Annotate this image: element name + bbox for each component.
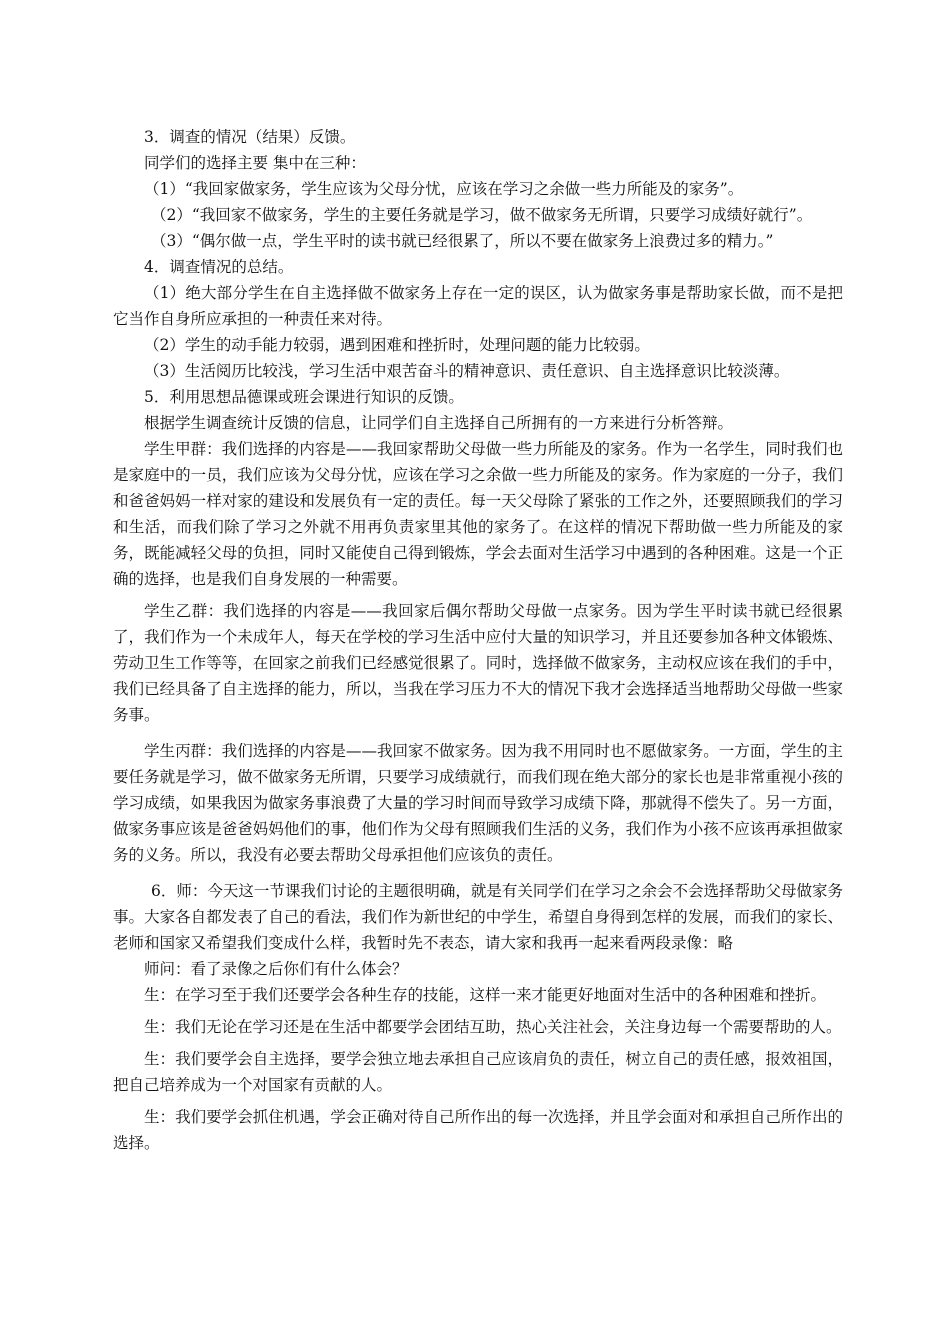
list-item: （2）学生的动手能力较弱，遇到困难和挫折时，处理问题的能力比较弱。 <box>144 336 650 354</box>
section-heading-6: 6．师：今天这一节课我们讨论的主题很明确，就是有关同学们在学习之余会不会选择帮助父母做家务事。大家各自都发表了自己的看法，我们作为新世纪的中学生，希望自身得到怎样的发展，而我们的家长、老师和国家又希望我们变成什么样，我暂时先不表态，请大家和我再一起来看两段录像：略 <box>113 882 843 952</box>
student-answer: 生：在学习至于我们还要学会各种生存的技能，这样一来才能更好地面对生活中的各种困难和挫折。 <box>144 986 827 1004</box>
section-heading-5: 5．利用思想品德课或班会课进行知识的反馈。 <box>144 388 464 406</box>
teacher-question: 师问：看了录像之后你们有什么体会？ <box>144 960 408 978</box>
list-item: （3）生活阅历比较浅，学习生活中艰苦奋斗的精神意识、责任意识、自主选择意识比较淡薄。 <box>144 362 790 380</box>
section-heading-3: 3．调查的情况（结果）反馈。 <box>144 128 356 146</box>
student-answer: 生：我们无论在学习还是在生活中都要学会团结互助，热心关注社会，关注身边每一个需要帮助的人。 <box>144 1018 842 1036</box>
section-heading-4: 4．调查情况的总结。 <box>144 258 294 276</box>
paragraph: 同学们的选择主要 集中在三种： <box>144 154 366 172</box>
list-item: （1）绝大部分学生在自主选择做不做家务上存在一定的误区，认为做家务事是帮助家长做，而不是把它当作自身所应承担的一种责任来对待。 <box>113 284 843 328</box>
paragraph-group-b: 学生乙群：我们选择的内容是——我回家后偶尔帮助父母做一点家务。因为学生平时读书就已经很累了，我们作为一个未成年人，每天在学校的学习生活中应付大量的知识学习，并且还要参加各种文体锻炼、劳动卫生工作等等，在回家之前我们已经感觉很累了。同时，选择做不做家务，主动权应该在我们的手中，我们已经具备了自主选择的能力，所以，当我在学习压力不大的情况下我才会选择适当地帮助父母做一些家务事。 <box>113 602 843 724</box>
list-item: （1）“我回家做家务，学生应该为父母分忧，应该在学习之余做一些力所能及的家务”。 <box>144 180 744 198</box>
list-item: （2）“我回家不做家务，学生的主要任务就是学习，做不做家务无所谓，只要学习成绩好就行”。 <box>151 206 813 224</box>
paragraph-group-a: 学生甲群：我们选择的内容是——我回家帮助父母做一些力所能及的家务。作为一名学生，同时我们也是家庭中的一员，我们应该为父母分忧，应该在学习之余做一些力所能及的家务。作为家庭的一分子，我们和爸爸妈妈一样对家的建设和发展负有一定的责任。每一天父母除了紧张的工作之外，还要照顾我们的学习和生活，而我们除了学习之外就不用再负责家里其他的家务了。在这样的情况下帮助做一些力所能及的家务，既能减轻父母的负担，同时又能使自己得到锻炼，学会去面对生活学习中遇到的各种困难。这是一个正确的选择，也是我们自身发展的一种需要。 <box>113 440 843 588</box>
document-body <box>113 124 843 1156</box>
student-answer: 生：我们要学会抓住机遇，学会正确对待自己所作出的每一次选择，并且学会面对和承担自己所作出的选择。 <box>113 1108 843 1152</box>
paragraph-group-c: 学生丙群：我们选择的内容是——我回家不做家务。因为我不用同时也不愿做家务。一方面，学生的主要任务就是学习，做不做家务无所谓，只要学习成绩就行，而我们现在绝大部分的家长也是非常重视小孩的学习成绩，如果我因为做家务事浪费了大量的学习时间而导致学习成绩下降，那就得不偿失了。另一方面，做家务事应该是爸爸妈妈他们的事，他们作为父母有照顾我们生活的义务，我们作为小孩不应该再承担做家务的义务。所以，我没有必要去帮助父母承担他们应该负的责任。 <box>113 742 843 864</box>
student-answer: 生：我们要学会自主选择，要学会独立地去承担自己应该肩负的责任，树立自己的责任感，报效祖国，把自己培养成为一个对国家有贡献的人。 <box>113 1050 843 1094</box>
paragraph: 根据学生调查统计反馈的信息，让同学们自主选择自己所拥有的一方来进行分析答辩。 <box>144 414 734 432</box>
list-item: （3）“偶尔做一点，学生平时的读书就已经很累了，所以不要在做家务上浪费过多的精力。” <box>151 232 774 250</box>
